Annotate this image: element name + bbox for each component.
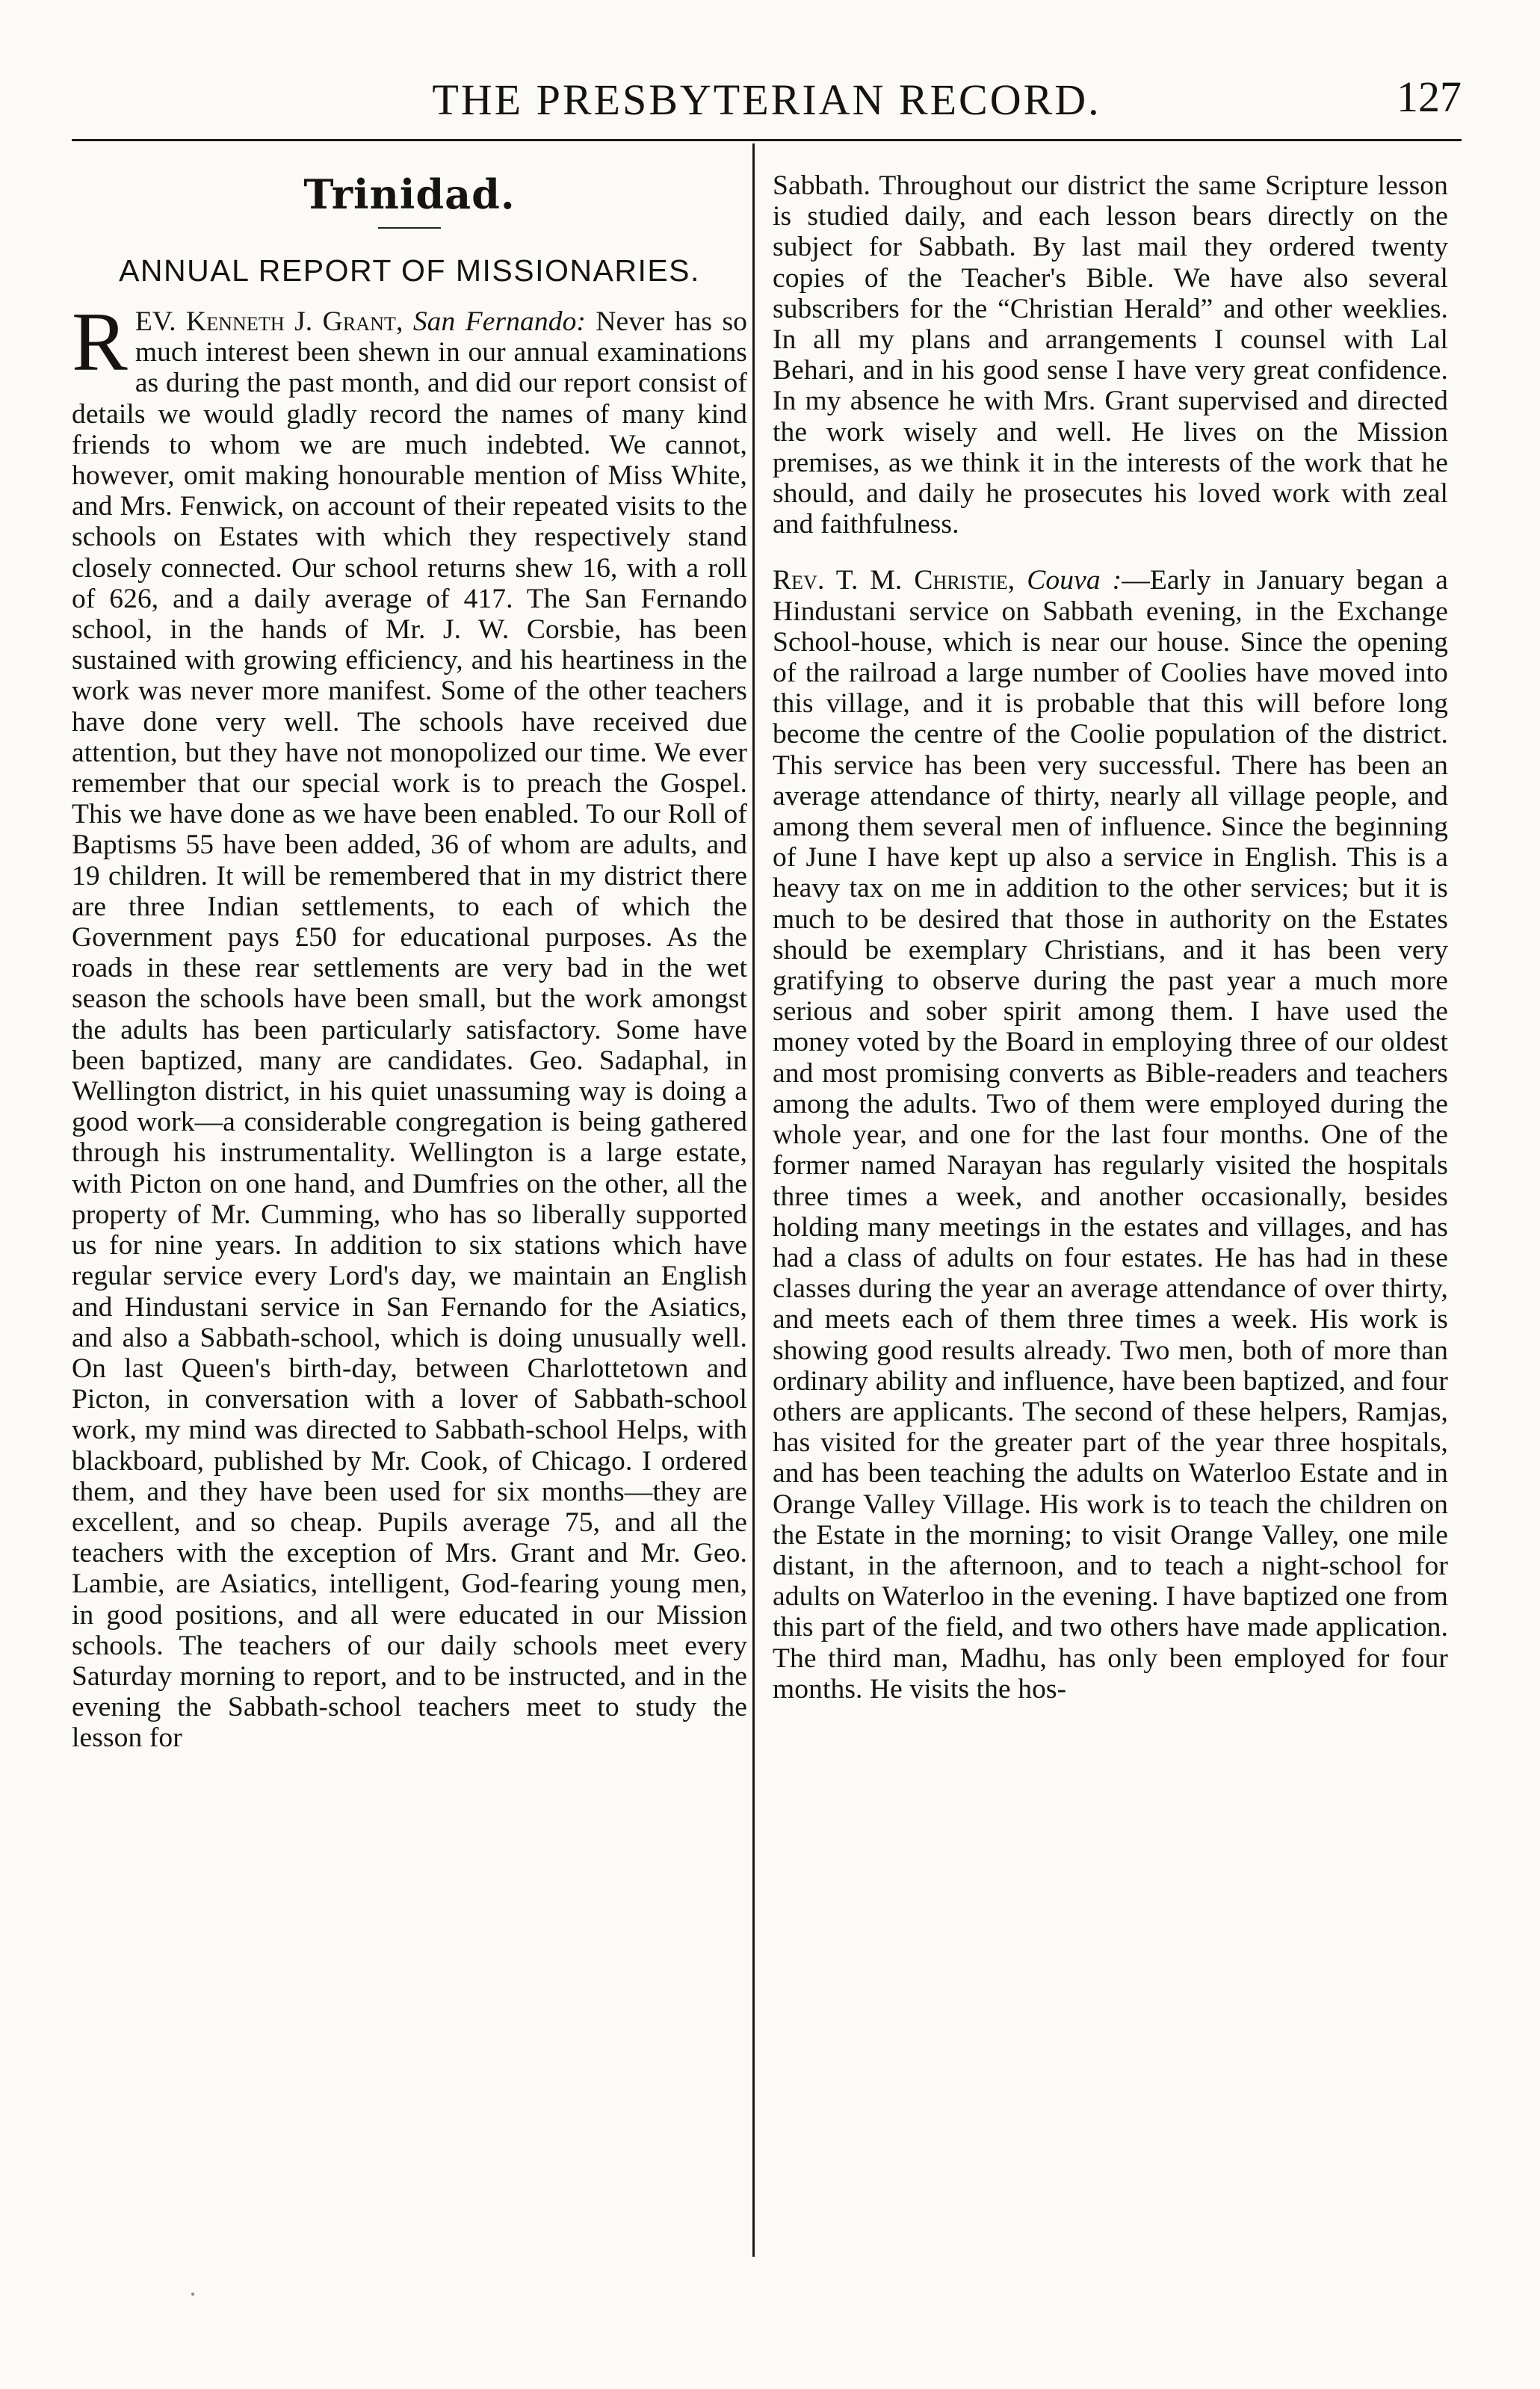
report-christie-author: Rev. T. M. Christie,: [773, 565, 1015, 596]
paragraph-gap: [773, 540, 1448, 565]
report-christie-place: Couva :: [1027, 565, 1122, 596]
left-column: [72, 170, 747, 1754]
section-title: Trinidad.: [303, 170, 516, 218]
title-rule: [378, 227, 441, 229]
drop-cap: R: [72, 296, 128, 389]
report-grant-paragraph: [72, 296, 748, 1754]
page-number: 127: [1397, 72, 1462, 121]
header-rule: [72, 139, 1462, 141]
report-grant-author: Kenneth J. Grant,: [186, 306, 403, 337]
page-speck: [191, 2293, 194, 2296]
running-header: [72, 72, 1462, 135]
report-grant-continued: Sabbath. Throughout our district the same Scripture lesson is studied daily, and each lesson bears directly on the subject for Sabbath. By last mail they ordered twenty copies of the Teacher's Bible. We have also several subscribers for the “Christian Herald” and other weeklies. In all my plans and arrangements I counsel with Lal Behari, and in his good sense I have very great confidence. In my absence he with Mrs. Grant supervised and directed the work wisely and well. He lives on the Mission premises, as we think it in the interests of the work that he should, and daily he prosecutes his loved work with zeal and faithfulness.: [773, 170, 1448, 540]
journal-title: THE PRESBYTERIAN RECORD.: [432, 75, 1101, 124]
column-divider: [752, 143, 755, 2257]
report-grant-rev: EV.: [134, 306, 176, 337]
report-grant-place: San Fernando:: [412, 306, 587, 337]
right-column: [773, 170, 1448, 1705]
report-christie-text: —Early in January began a Hindustani service on Sabbath evening, in the Exchange School-house, which is near our house. Since the opening of the railroad a large number of Coolies have moved into this village, and it is probable that this will before long become the centre of the Coolie population of the district. This service has been very successful. There has been an average attendance of thirty, nearly all village people, and among them several men of influence. Since the beginning of June I have kept up also a service in English. This is a heavy tax on me in addition to the other services; but it is much to be desired that those in authority on the Estates should be exemplary Christians, and it has been very gratifying to observe during the past year a much more serious and sober spirit among them. I have used the money voted by the Board in employing three of our oldest and most promising converts as Bible-readers and teachers among the adults. Two of them were employed during the whole year, and one for the last four months. One of the former named Narayan has regularly visited the hospitals three times a week, and another occasionally, besides holding many meetings in the estates and villages, and has had a class of adults on four estates. He has had in these classes during the year an average attendance of over thirty, and meets each of them three times a week. His work is showing good results already. Two men, both of more than ordinary ability and influence, have been baptized, and four others are applicants. The second of these helpers, Ramjas, has visited for the greater part of the year three hospitals, and has been teaching the adults on Waterloo Estate and in Orange Valley Village. His work is to teach the children on the Estate in the morning; to visit Orange Valley, one mile distant, in the afternoon, and to teach a night-school for adults on Waterloo in the evening. I have baptized one from this part of the field, and two others have made application. The third man, Madhu, has only been employed for four months. He visits the hos-: [773, 565, 1448, 1705]
report-grant-text: Never has so much interest been shewn in our annual examinations as during the past month, and did our report consist of details we would gladly record the names of many kind friends to whom we are much indebted. We cannot, however, omit making honourable mention of Miss White, and Mrs. Fenwick, on account of their repeated visits to the schools on Estates with which they respectively stand closely connected. Our school returns shew 16, with a roll of 626, and a daily average of 417. The San Fernando school, in the hands of Mr. J. W. Corsbie, has been sustained with growing efficiency, and his heartiness in the work was never more manifest. Some of the other teachers have done very well. The schools have received due attention, but they have not monopolized our time. We ever remember that our special work is to preach the Gospel. This we have done as we have been enabled. To our Roll of Baptisms 55 have been added, 36 of whom are adults, and 19 children. It will be remembered that in my district there are three Indian settlements, to each of which the Government pays £50 for educational purposes. As the roads in these rear settlements are very bad in the wet season the schools have been small, but the work amongst the adults has been particularly satisfactory. Some have been baptized, many are candidates. Geo. Sadaphal, in Wellington district, in his quiet unassuming way is doing a good work—a considerable congregation is being gathered through his instrumentality. Wellington is a large estate, with Picton on one hand, and Dumfries on the other, all the property of Mr. Cumming, who has so liberally supported us for nine years. In addition to six stations which have regular service every Lord's day, we maintain an English and Hindustani service in San Fernando for the Asiatics, and also a Sabbath-school, which is doing unusually well. On last Queen's birth-day, between Charlottetown and Picton, in conversation with a lover of Sabbath-school work, my mind was directed to Sabbath-school Helps, with blackboard, published by Mr. Cook, of Chicago. I ordered them, and they have been used for six months—they are excellent, and so cheap. Pupils average 75, and all the teachers with the exception of Mrs. Grant and Mr. Geo. Lambie, are Asiatics, intelligent, God-fearing young men, in good positions, and all were educated in our Mission schools. The teachers of our daily schools meet every Saturday morning to report, and to be instructed, and in the evening the Sabbath-school teachers meet to study the lesson for: [72, 306, 748, 1754]
report-christie-paragraph: [773, 565, 1448, 1705]
section-subtitle: ANNUAL REPORT OF MISSIONARIES.: [119, 253, 700, 288]
